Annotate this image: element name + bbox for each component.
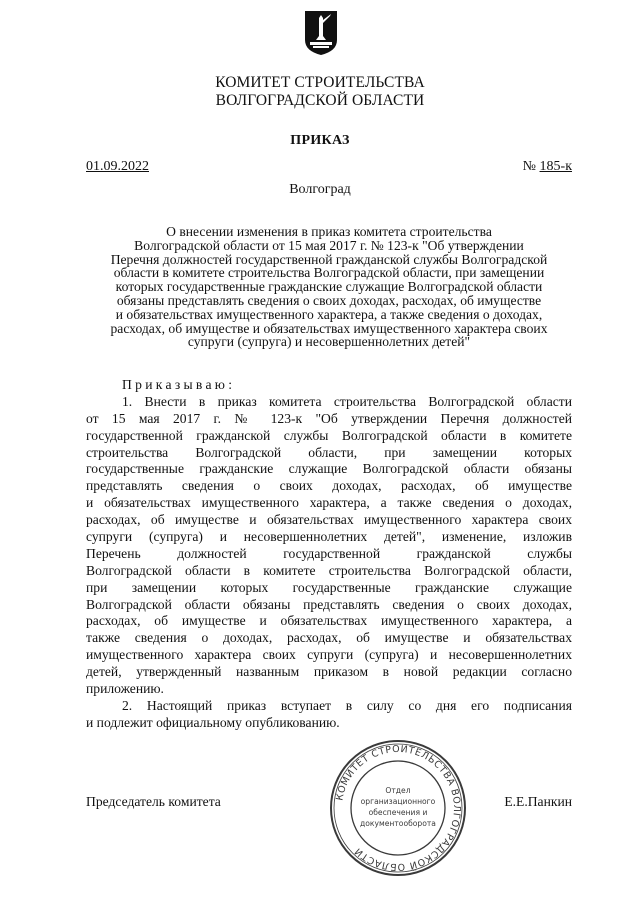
subject-line: Волгоградской области от 15 мая 2017 г. № 123-к "Об утверждении	[134, 237, 524, 253]
signatory-name: Е.Е.Панкин	[504, 794, 572, 809]
subject-line: супруги (супруга) и несовершеннолетних детей"	[187, 334, 471, 350]
document-date: 01.09.2022	[86, 159, 149, 174]
item2-line: 2. Настоящий приказ вступает в силу со дня его подписания	[122, 697, 572, 713]
item1-line: приложению.	[86, 681, 164, 697]
stamp-center-line: документооборота	[360, 819, 436, 828]
item1-line: расходах, об имуществе и обязательствах имущественного характера своих	[86, 512, 572, 528]
item1-line: государственные гражданские служащие Волгоградской области обязаны	[86, 461, 572, 477]
number-prefix: №	[522, 159, 537, 174]
number-value: 185-к	[539, 159, 572, 174]
item1-line: от 15 мая 2017 г. № 123-к "Об утверждении Перечня должностей	[86, 410, 572, 426]
signatory-position: Председатель комитета	[86, 794, 221, 809]
item1-line: детей, утвержденный названным приказом в новой редакции согласно	[86, 664, 572, 680]
item1-line: Волгоградской области в комитете строительства Волгоградской области,	[86, 562, 572, 578]
document-type: ПРИКАЗ	[290, 133, 350, 148]
org-name-line2: ВОЛГОГРАДСКОЙ ОБЛАСТИ	[215, 92, 425, 109]
subject-line: обязаны представлять сведения о своих доходах, расходах, об имуществе	[116, 292, 542, 308]
subject-line: которых государственные гражданские служащие Волгоградской области	[115, 279, 543, 295]
stamp-center-line: организационного	[360, 797, 436, 806]
document-number	[490, 159, 572, 175]
official-stamp-icon	[328, 738, 468, 878]
city: Волгоград	[289, 182, 351, 197]
org-name-line1: КОМИТЕТ СТРОИТЕЛЬСТВА	[215, 74, 425, 91]
subject-line: Перечня должностей государственной гражданской службы Волгоградской	[110, 251, 548, 267]
stamp-center-line: обеспечения и	[368, 808, 428, 817]
order-word: Приказываю:	[122, 377, 236, 392]
stamp-center-line: Отдел	[385, 786, 411, 795]
item1-line: также сведения о доходах, расходах, об имуществе и обязательствах	[86, 630, 572, 646]
item1-line: Перечень должностей государственной гражданской службы	[86, 545, 572, 561]
subject-line: расходах, об имуществе и обязательствах имущественного характера своих	[110, 320, 548, 336]
item1-line: Волгоградской области обязаны представлять сведения о своих доходах,	[86, 596, 572, 612]
item1-line: представлять сведения о своих доходах, расходах, об имуществе	[86, 478, 572, 494]
item1-line: и обязательствах имущественного характера, а также сведения о доходах,	[86, 495, 572, 511]
item1-line: расходах, об имуществе и обязательствах имущественного характера, а	[86, 613, 572, 629]
subject-line: и обязательствах имущественного характера, а также сведения о доходах,	[115, 306, 543, 322]
item1-line: супруги (супруга) и несовершеннолетних детей", изменение, изложив	[86, 529, 572, 545]
subject-line: области в комитете строительства Волгоградской области, при замещении	[113, 265, 545, 281]
stamp-ring-text: КОМИТЕТ СТРОИТЕЛЬСТВА ВОЛГОГРАДСКОЙ ОБЛАСТИ	[334, 743, 463, 873]
item1-line: строительства Волгоградской области, при замещении которых	[86, 444, 572, 460]
item2-line: и подлежит официальному опубликованию.	[86, 714, 340, 730]
item1-line: государственной гражданской службы Волгоградской области в комитете	[86, 427, 572, 443]
item1-line: при замещении которых государственные гражданские служащие	[86, 579, 572, 595]
document-body	[86, 377, 572, 732]
item1-line: 1. Внести в приказ комитета строительства Волгоградской области	[122, 393, 572, 409]
subject-line: О внесении изменения в приказ комитета строительства	[166, 224, 492, 239]
document-subject	[86, 225, 572, 349]
coat-of-arms-icon	[304, 10, 338, 56]
item1-line: имущественного характера своих супруги (супруга) и несовершеннолетних	[86, 647, 572, 663]
